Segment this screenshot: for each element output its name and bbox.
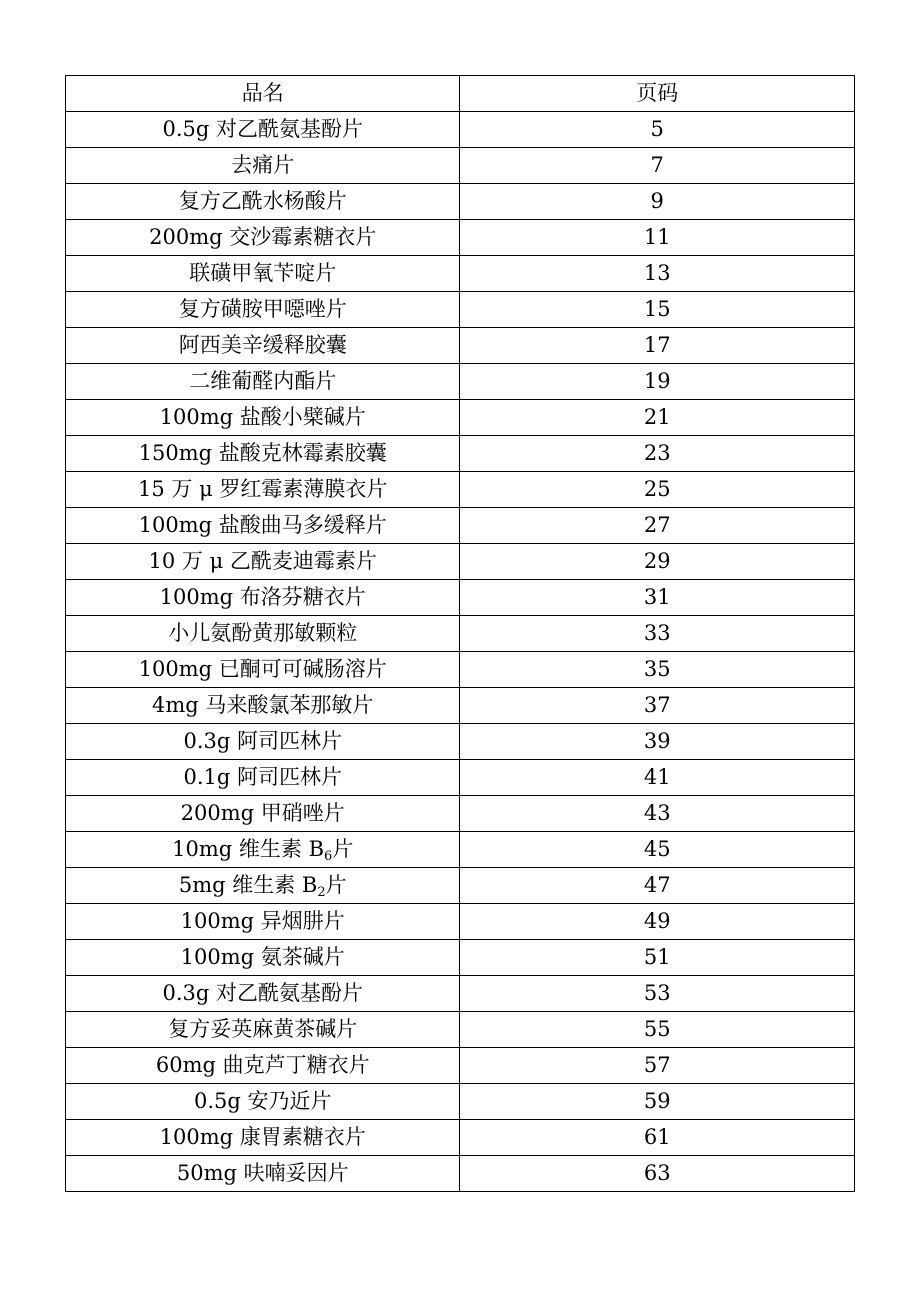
drug-name-cell: 100mg 氨茶碱片 bbox=[66, 940, 460, 976]
page-number-cell: 11 bbox=[460, 220, 855, 256]
page-number-cell: 25 bbox=[460, 472, 855, 508]
page-number-cell: 13 bbox=[460, 256, 855, 292]
page-number-cell: 19 bbox=[460, 364, 855, 400]
page-number-cell: 23 bbox=[460, 436, 855, 472]
subscript-number: 6 bbox=[324, 849, 333, 864]
drug-name-cell: 200mg 甲硝唑片 bbox=[66, 796, 460, 832]
table-row bbox=[66, 688, 855, 724]
page-number-cell: 37 bbox=[460, 688, 855, 724]
table-row bbox=[66, 508, 855, 544]
drug-name-cell: 阿西美辛缓释胶囊 bbox=[66, 328, 460, 364]
drug-name-cell: 0.3g 阿司匹林片 bbox=[66, 724, 460, 760]
table-row bbox=[66, 220, 855, 256]
drug-name-cell: 15 万 μ 罗红霉素薄膜衣片 bbox=[66, 472, 460, 508]
page-number-cell: 53 bbox=[460, 976, 855, 1012]
drug-name-cell: 100mg 康胃素糖衣片 bbox=[66, 1120, 460, 1156]
table-row bbox=[66, 1048, 855, 1084]
table-row bbox=[66, 1012, 855, 1048]
table-row bbox=[66, 184, 855, 220]
table-row bbox=[66, 1120, 855, 1156]
drug-name-cell: 复方乙酰水杨酸片 bbox=[66, 184, 460, 220]
drug-name-cell: 0.1g 阿司匹林片 bbox=[66, 760, 460, 796]
drug-name-cell: 二维葡醛内酯片 bbox=[66, 364, 460, 400]
table-row bbox=[66, 724, 855, 760]
page-number-cell: 39 bbox=[460, 724, 855, 760]
drug-name-cell bbox=[66, 868, 460, 904]
page-number-cell: 63 bbox=[460, 1156, 855, 1192]
drug-name-cell: 0.5g 安乃近片 bbox=[66, 1084, 460, 1120]
drug-name-cell: 复方妥英麻黄茶碱片 bbox=[66, 1012, 460, 1048]
page-number-cell: 17 bbox=[460, 328, 855, 364]
table-row bbox=[66, 328, 855, 364]
drug-name-cell: 10 万 μ 乙酰麦迪霉素片 bbox=[66, 544, 460, 580]
drug-name-cell: 复方磺胺甲噁唑片 bbox=[66, 292, 460, 328]
drug-name-cell: 0.5g 对乙酰氨基酚片 bbox=[66, 112, 460, 148]
table-row bbox=[66, 616, 855, 652]
table-row bbox=[66, 652, 855, 688]
drug-name-text: 5mg 维生素 B bbox=[178, 873, 318, 897]
table-row bbox=[66, 292, 855, 328]
drug-name-cell bbox=[66, 832, 460, 868]
page-number-cell: 31 bbox=[460, 580, 855, 616]
table-row bbox=[66, 1084, 855, 1120]
table-row bbox=[66, 868, 855, 904]
table-row bbox=[66, 580, 855, 616]
page-number-cell: 29 bbox=[460, 544, 855, 580]
page-number-cell: 49 bbox=[460, 904, 855, 940]
drug-name-cell: 4mg 马来酸氯苯那敏片 bbox=[66, 688, 460, 724]
header-drug-name: 品名 bbox=[66, 76, 460, 112]
table-row bbox=[66, 364, 855, 400]
table-row bbox=[66, 112, 855, 148]
table-row bbox=[66, 904, 855, 940]
page-number-cell: 35 bbox=[460, 652, 855, 688]
page-number-cell: 27 bbox=[460, 508, 855, 544]
drug-name-cell: 0.3g 对乙酰氨基酚片 bbox=[66, 976, 460, 1012]
drug-name-cell: 60mg 曲克芦丁糖衣片 bbox=[66, 1048, 460, 1084]
drug-name-cell: 100mg 已酮可可碱肠溶片 bbox=[66, 652, 460, 688]
drug-name-cell: 150mg 盐酸克林霉素胶囊 bbox=[66, 436, 460, 472]
table-row bbox=[66, 976, 855, 1012]
page-number-cell: 61 bbox=[460, 1120, 855, 1156]
table-row bbox=[66, 148, 855, 184]
table-row bbox=[66, 436, 855, 472]
drug-name-text: 10mg 维生素 B bbox=[172, 837, 325, 861]
table-row bbox=[66, 256, 855, 292]
page-number-cell: 33 bbox=[460, 616, 855, 652]
subscript-number: 2 bbox=[317, 885, 326, 900]
page-number-cell: 55 bbox=[460, 1012, 855, 1048]
page-number-cell: 9 bbox=[460, 184, 855, 220]
table-row bbox=[66, 832, 855, 868]
drug-name-cell: 100mg 异烟肼片 bbox=[66, 904, 460, 940]
page-number-cell: 47 bbox=[460, 868, 855, 904]
drug-name-cell: 50mg 呋喃妥因片 bbox=[66, 1156, 460, 1192]
drug-name-cell: 联磺甲氧苄啶片 bbox=[66, 256, 460, 292]
drug-name-cell: 小儿氨酚黄那敏颗粒 bbox=[66, 616, 460, 652]
table-row bbox=[66, 760, 855, 796]
table-row bbox=[66, 400, 855, 436]
page-number-cell: 45 bbox=[460, 832, 855, 868]
page-number-cell: 41 bbox=[460, 760, 855, 796]
table-header-row bbox=[66, 76, 855, 112]
page-number-cell: 5 bbox=[460, 112, 855, 148]
table-row bbox=[66, 472, 855, 508]
drug-name-cell: 100mg 盐酸曲马多缓释片 bbox=[66, 508, 460, 544]
page-number-cell: 15 bbox=[460, 292, 855, 328]
page-number-cell: 43 bbox=[460, 796, 855, 832]
drug-name-suffix: 片 bbox=[332, 837, 354, 861]
header-page-number: 页码 bbox=[460, 76, 855, 112]
table-row bbox=[66, 940, 855, 976]
drug-name-cell: 100mg 布洛芬糖衣片 bbox=[66, 580, 460, 616]
drug-index-table bbox=[65, 75, 855, 1192]
page-number-cell: 57 bbox=[460, 1048, 855, 1084]
table-row bbox=[66, 1156, 855, 1192]
page-number-cell: 51 bbox=[460, 940, 855, 976]
page-number-cell: 7 bbox=[460, 148, 855, 184]
drug-name-cell: 200mg 交沙霉素糖衣片 bbox=[66, 220, 460, 256]
drug-name-cell: 去痛片 bbox=[66, 148, 460, 184]
table-row bbox=[66, 796, 855, 832]
table-row bbox=[66, 544, 855, 580]
drug-name-suffix: 片 bbox=[325, 873, 347, 897]
drug-name-cell: 100mg 盐酸小檗碱片 bbox=[66, 400, 460, 436]
page-number-cell: 21 bbox=[460, 400, 855, 436]
page-number-cell: 59 bbox=[460, 1084, 855, 1120]
